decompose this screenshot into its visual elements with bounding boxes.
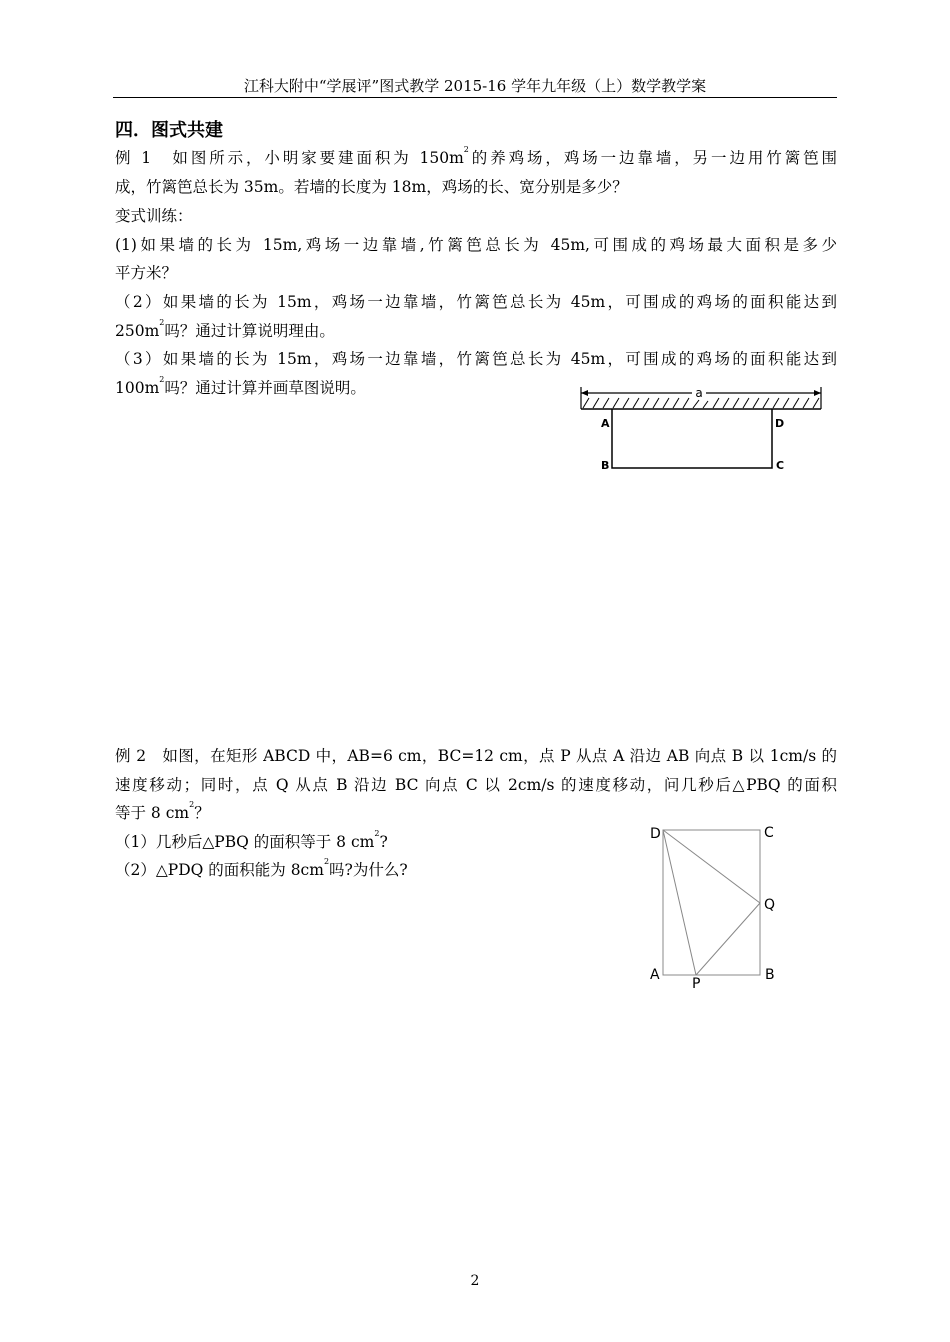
label-B: B — [765, 967, 775, 983]
page-header: 江科大附中“学展评”图式教学 2015-16 学年九年级（上）数学教学案 — [243, 77, 707, 95]
variant-q3-line2: $100m^2$吗？通过计算并画草图说明。 — [115, 375, 366, 397]
variant-q1-line1: (1)如果墙的长为 15m,鸡场一边靠墙,竹篱笆总长为 45m,可围成的鸡场最大面积是多少 — [115, 236, 837, 254]
example2-line3: 等于 8 $cm^2$？ — [115, 800, 210, 822]
example1-line1: 例 1 如图所示，小明家要建面积为 $150m^2$的养鸡场，鸡场一边靠墙，另一边用竹篱笆围 — [115, 145, 837, 167]
example1-line2: 成，竹篱笆总长为 35m。若墙的长度为 18m，鸡场的长、宽分别是多少？ — [115, 178, 628, 196]
label-a: a — [695, 386, 703, 400]
label-A: A — [650, 967, 660, 983]
label-B: B — [601, 459, 610, 472]
example2-line1: 例 2 如图，在矩形 ABCD 中，AB=6 cm，BC=12 cm，点 P 从点 A 沿边 AB 向点 B 以 1cm/s 的 — [115, 747, 837, 765]
chicken-farm-figure — [575, 383, 830, 478]
label-D: D — [775, 417, 785, 430]
section-title: 四．图式共建 — [115, 120, 223, 141]
label-D: D — [650, 826, 661, 842]
label-A: A — [601, 417, 610, 430]
example2-line2: 速度移动；同时，点 Q 从点 B 沿边 BC 向点 C 以 2cm/s 的速度移动，问几秒后△PBQ 的面积 — [115, 776, 837, 794]
label-Q: Q — [764, 897, 776, 913]
header-rule — [113, 97, 837, 98]
label-P: P — [692, 976, 701, 992]
example2-q2: （2）△PDQ 的面积能为 $8cm^2$吗?为什么? — [115, 857, 408, 879]
variant-q2-line1: （2）如果墙的长为 15m，鸡场一边靠墙，竹篱笆总长为 45m，可围成的鸡场的面积能达到 — [115, 293, 837, 311]
variant-training-title: 变式训练： — [115, 207, 193, 225]
variant-q3-line1: （3）如果墙的长为 15m，鸡场一边靠墙，竹篱笆总长为 45m，可围成的鸡场的面积能达到 — [115, 350, 837, 368]
label-C: C — [776, 459, 785, 472]
label-C: C — [764, 825, 774, 841]
variant-q1-line2: 平方米？ — [115, 264, 178, 282]
example2-q1: （1）几秒后△PBQ 的面积等于 8 $cm^2$? — [115, 829, 388, 851]
variant-q2-line2: $250m^2$吗？通过计算说明理由。 — [115, 318, 335, 340]
rectangle-abcd-figure — [640, 815, 790, 995]
page-number: 2 — [470, 1273, 480, 1289]
